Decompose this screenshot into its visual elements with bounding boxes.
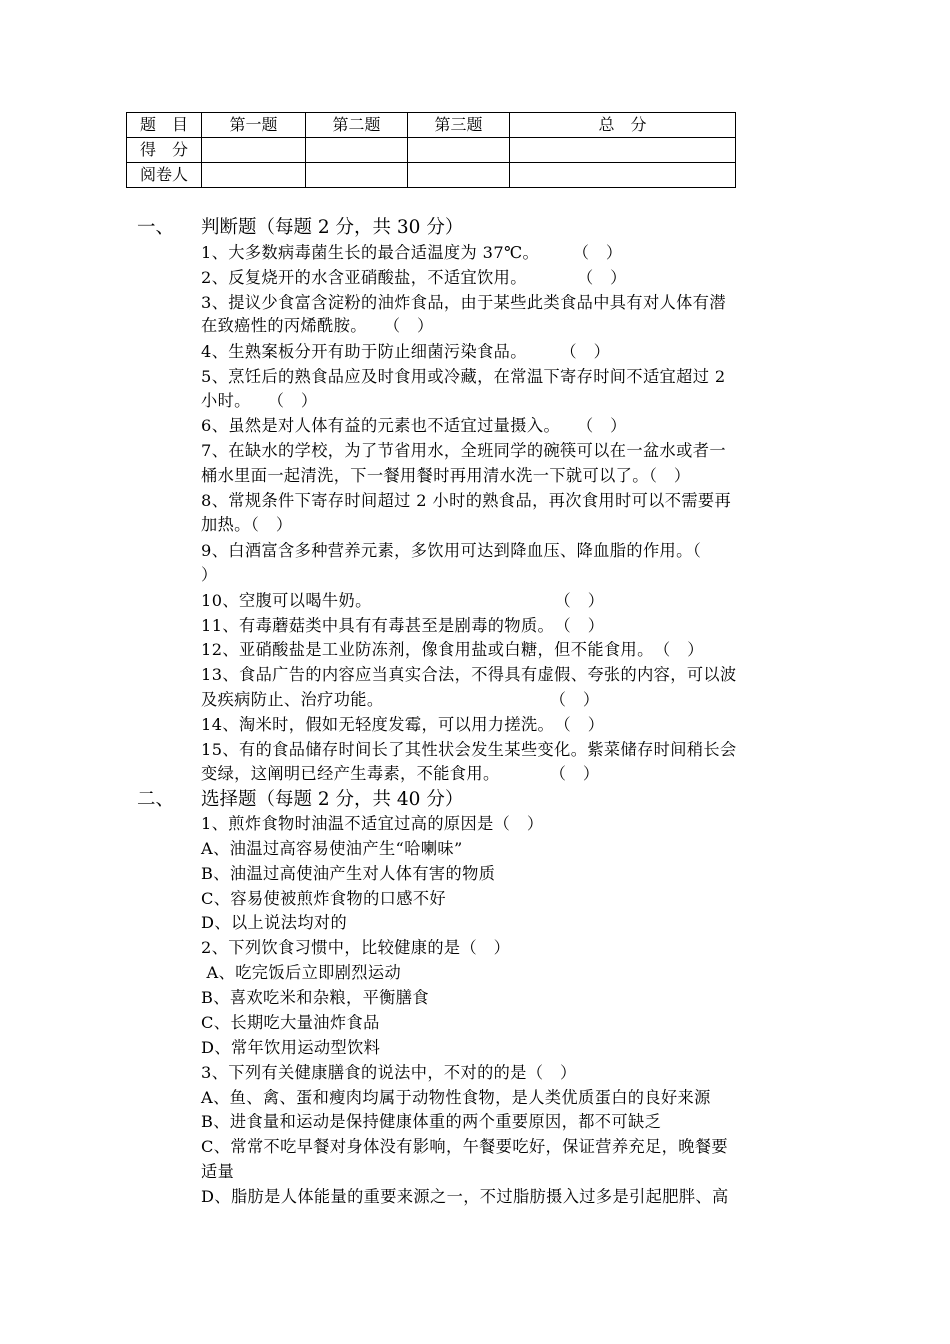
option-line: D、常年饮用运动型饮料: [201, 1038, 381, 1057]
question-line: 14、淘米时，假如无轻度发霉，可以用力搓洗。 （ ）: [201, 715, 605, 734]
question-line: 2、下列饮食习惯中，比较健康的是（ ）: [201, 938, 511, 957]
score-table: [126, 112, 736, 188]
question-line: 3、下列有关健康膳食的说法中，不对的的是（ ）: [201, 1063, 577, 1082]
question-line: 及疾病防止、治疗功能。 （ ）: [201, 690, 600, 709]
option-line: C、长期吃大量油炸食品: [201, 1013, 380, 1032]
score-row: [127, 138, 736, 163]
question-line: 9、白酒富含多种营养元素，多饮用可达到降血压、降血脂的作用。（: [201, 541, 702, 560]
option-line: B、喜欢吃米和杂粮，平衡膳食: [201, 988, 429, 1007]
question-line: 7、在缺水的学校，为了节省用水，全班同学的碗筷可以在一盆水或者一: [201, 441, 726, 460]
option-line: C、容易使被煎炸食物的口感不好: [201, 889, 447, 908]
row-label: 得 分: [127, 138, 202, 163]
question-line: 1、大多数病毒菌生长的最合适温度为 37℃。 （ ）: [201, 243, 623, 262]
grader-cell[interactable]: [408, 163, 510, 188]
option-line: A、油温过高容易使油产生“哈喇味”: [201, 839, 463, 858]
option-line: D、以上说法均对的: [201, 913, 348, 932]
grader-cell[interactable]: [510, 163, 736, 188]
section2-title: 选择题（每题 2 分，共 40 分）: [201, 789, 464, 810]
question-line: 加热。（ ）: [201, 515, 293, 534]
question-line: 8、常规条件下寄存时间超过 2 小时的熟食品，再次食用时可以不需要再: [201, 491, 732, 510]
question-line: 2、反复烧开的水含亚硝酸盐，不适宜饮用。 （ ）: [201, 268, 627, 287]
grader-cell[interactable]: [202, 163, 306, 188]
option-line: A、吃完饭后立即剧烈运动: [201, 963, 402, 982]
question-line: 4、生熟案板分开有助于防止细菌污染食品。 （ ）: [201, 342, 611, 361]
option-line: B、进食量和运动是保持健康体重的两个重要原因，都不可缺乏: [201, 1112, 662, 1131]
question-line: 11、有毒蘑菇类中具有有毒甚至是剧毒的物质。 （ ）: [201, 616, 605, 635]
question-line: 变绿，这阐明已经产生毒素，不能食用。 （ ）: [201, 764, 600, 783]
score-cell[interactable]: [306, 138, 408, 163]
question-line: 3、提议少食富含淀粉的油炸食品，由于某些此类食品中具有对人体有潜: [201, 293, 726, 312]
question-line: 小时。 （ ）: [201, 391, 318, 410]
question-line: 1、煎炸食物时油温不适宜过高的原因是（ ）: [201, 814, 544, 833]
header-cell: 总 分: [510, 113, 736, 138]
option-line: D、脂肪是人体能量的重要来源之一，不过脂肪摄入过多是引起肥胖、高: [201, 1187, 729, 1206]
score-cell[interactable]: [408, 138, 510, 163]
section1-number: 一、: [137, 217, 175, 238]
row-label: 阅卷人: [127, 163, 202, 188]
header-cell: 题 目: [127, 113, 202, 138]
header-cell: 第二题: [306, 113, 408, 138]
question-line: ）: [201, 565, 218, 584]
grader-row: [127, 163, 736, 188]
section1-title: 判断题（每题 2 分，共 30 分）: [201, 217, 464, 238]
option-line: 适量: [201, 1162, 235, 1181]
section2-number: 二、: [137, 789, 175, 810]
question-line: 桶水里面一起清洗，下一餐用餐时再用清水洗一下就可以了。（ ）: [201, 466, 691, 485]
option-line: C、常常不吃早餐对身体没有影响，午餐要吃好，保证营养充足，晚餐要: [201, 1137, 728, 1156]
question-line: 6、虽然是对人体有益的元素也不适宜过量摄入。 （ ）: [201, 416, 627, 435]
score-cell[interactable]: [202, 138, 306, 163]
score-cell[interactable]: [510, 138, 736, 163]
question-line: 15、有的食品储存时间长了其性状会发生某些变化。紫菜储存时间稍长会: [201, 740, 737, 759]
score-table-header-row: [127, 113, 736, 138]
header-cell: 第一题: [202, 113, 306, 138]
header-cell: 第三题: [408, 113, 510, 138]
grader-cell[interactable]: [306, 163, 408, 188]
question-line: 12、亚硝酸盐是工业防冻剂，像食用盐或白糖，但不能食用。 （ ）: [201, 640, 704, 659]
question-line: 13、食品广告的内容应当真实合法，不得具有虚假、夸张的内容，可以波: [201, 665, 737, 684]
option-line: B、油温过高使油产生对人体有害的物质: [201, 864, 496, 883]
question-line: 5、烹饪后的熟食品应及时食用或冷藏，在常温下寄存时间不适宜超过 2: [201, 367, 726, 386]
question-line: 在致癌性的丙烯酰胺。 （ ）: [201, 316, 434, 335]
option-line: A、鱼、禽、蛋和瘦肉均属于动物性食物，是人类优质蛋白的良好来源: [201, 1088, 711, 1107]
question-line: 10、空腹可以喝牛奶。 （ ）: [201, 591, 605, 610]
